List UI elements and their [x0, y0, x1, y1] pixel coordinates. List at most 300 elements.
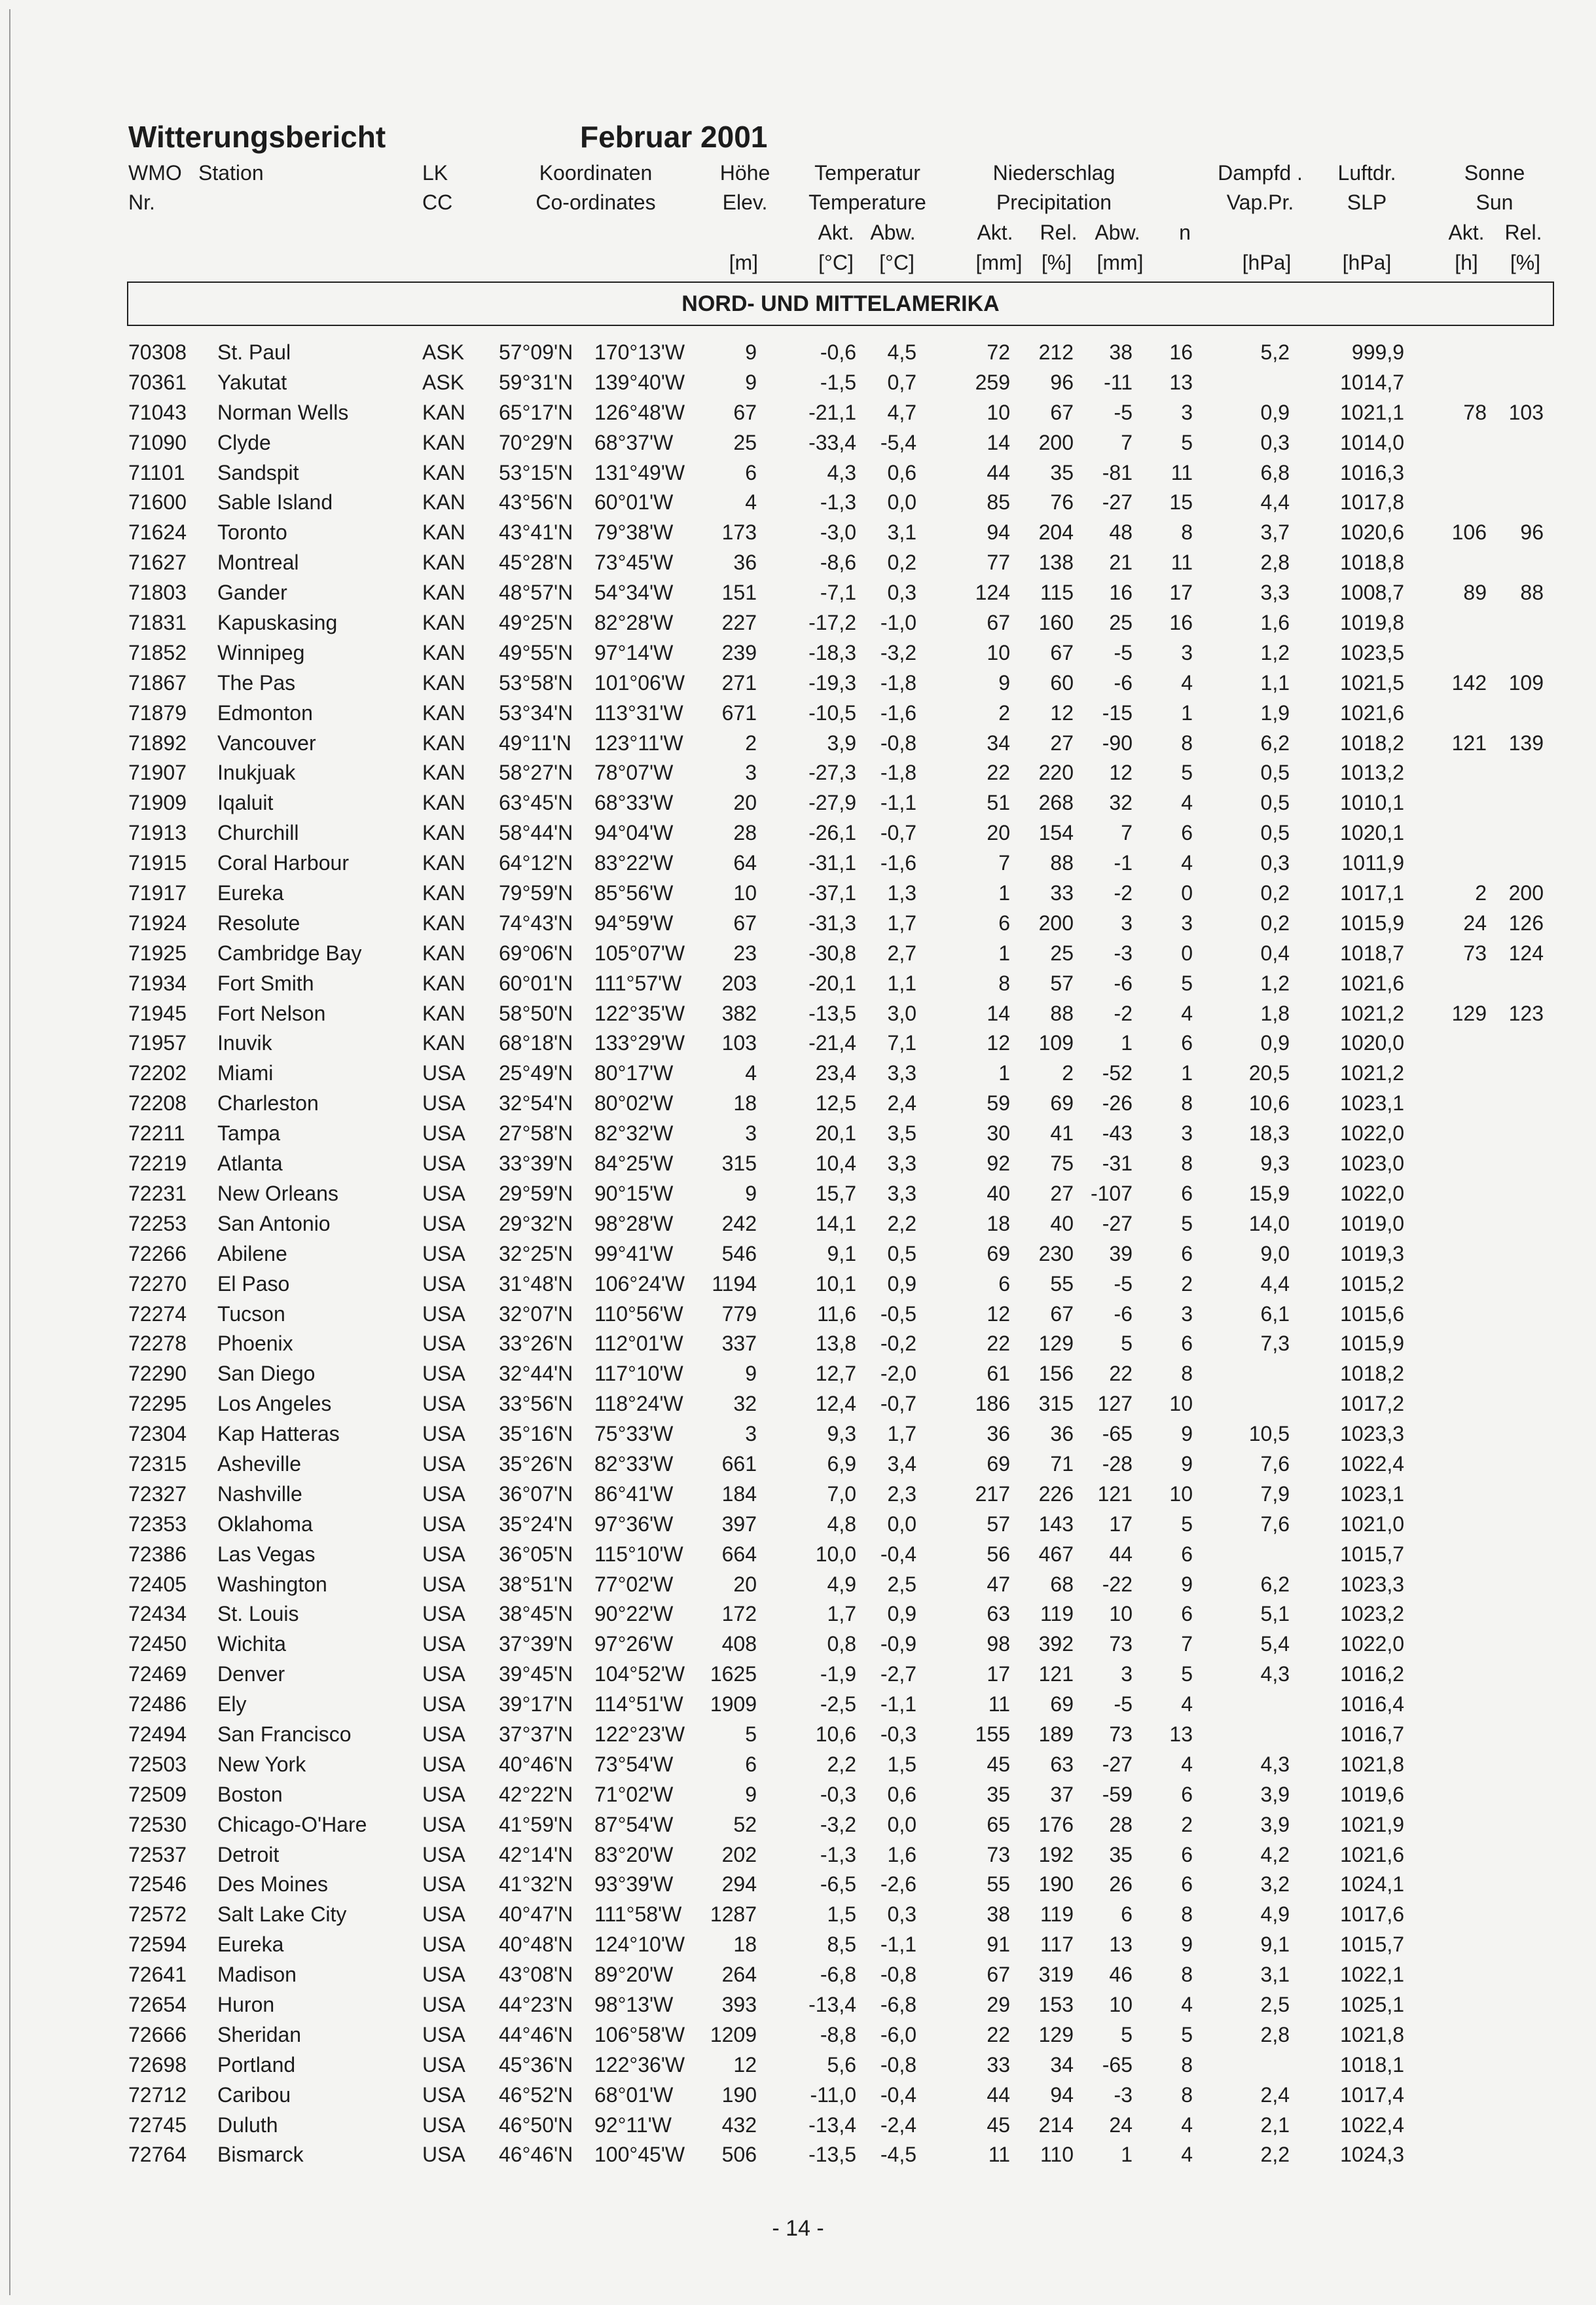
precip-akt: 7 — [998, 851, 1010, 875]
temp-abw: -4,5 — [880, 2143, 916, 2167]
country-code: KAN — [422, 731, 465, 755]
header-sonne-rel: Rel. — [1504, 221, 1542, 244]
slp: 1016,3 — [1340, 460, 1404, 484]
precip-days: 5 — [1181, 761, 1193, 785]
precip-abw: 25 — [1109, 611, 1133, 635]
longitude: 85°56'W — [594, 881, 674, 905]
precip-akt: 2 — [998, 700, 1010, 725]
header-nied-unit-abw: [mm] — [1097, 251, 1144, 274]
temp-abw: -0,7 — [880, 821, 916, 845]
country-code: USA — [422, 1152, 465, 1176]
precip-akt: 44 — [987, 460, 1010, 484]
temp-akt: -13,4 — [808, 2113, 856, 2137]
longitude: 104°52'W — [594, 1662, 685, 1686]
temp-akt: 14,1 — [815, 1211, 856, 1235]
precip-rel: 34 — [1050, 2052, 1074, 2077]
precip-days: 1 — [1181, 700, 1193, 725]
precip-abw: 39 — [1109, 1241, 1133, 1265]
temp-akt: -3,0 — [820, 520, 856, 545]
latitude: 45°28'N — [499, 551, 573, 575]
precip-akt: 11 — [988, 2143, 1010, 2167]
precip-akt: 73 — [987, 1842, 1010, 1866]
temp-abw: 2,4 — [887, 1091, 916, 1116]
precip-days: 4 — [1181, 1692, 1193, 1716]
vapour-pressure: 7,6 — [1260, 1512, 1290, 1536]
vapour-pressure: 0,2 — [1260, 881, 1290, 905]
precip-rel: 160 — [1038, 611, 1074, 635]
latitude: 59°31'N — [499, 370, 573, 394]
precip-rel: 110 — [1040, 2143, 1074, 2167]
longitude: 99°41'W — [594, 1241, 674, 1265]
precip-days: 8 — [1181, 731, 1193, 755]
temp-abw: -6,8 — [880, 1992, 916, 2016]
precip-days: 3 — [1181, 400, 1193, 424]
temp-abw: -0,9 — [880, 1632, 916, 1656]
wmo-nr: 72278 — [128, 1332, 187, 1356]
table-row — [0, 1419, 1596, 1449]
wmo-nr: 72712 — [128, 2082, 187, 2107]
vapour-pressure: 3,1 — [1260, 1963, 1290, 1987]
longitude: 94°04'W — [594, 821, 674, 845]
table-row — [0, 1599, 1596, 1629]
country-code: USA — [422, 2143, 465, 2167]
country-code: KAN — [422, 851, 465, 875]
vapour-pressure: 1,2 — [1260, 971, 1290, 995]
precip-days: 8 — [1181, 1152, 1193, 1176]
precip-rel: 94 — [1050, 2082, 1074, 2107]
elevation: 9 — [745, 1782, 757, 1806]
precip-akt: 61 — [987, 1362, 1010, 1386]
elevation: 671 — [721, 700, 757, 725]
temp-abw: -1,0 — [880, 611, 916, 635]
temp-akt: 15,7 — [815, 1181, 856, 1205]
vapour-pressure: 9,0 — [1260, 1241, 1290, 1265]
vapour-pressure: 0,5 — [1260, 761, 1290, 785]
vapour-pressure: 6,8 — [1260, 460, 1290, 484]
country-code: USA — [422, 1091, 465, 1116]
latitude: 32°25'N — [499, 1241, 573, 1265]
table-row — [0, 1629, 1596, 1660]
precip-abw: 35 — [1109, 1842, 1133, 1866]
latitude: 35°26'N — [499, 1451, 573, 1476]
table-row — [0, 939, 1596, 969]
elevation: 20 — [733, 791, 757, 815]
precip-abw: -3 — [1114, 2082, 1133, 2107]
wmo-nr: 71913 — [128, 821, 187, 845]
temp-abw: -0,3 — [880, 1722, 916, 1746]
precip-akt: 12 — [987, 1031, 1010, 1055]
country-code: USA — [422, 1362, 465, 1386]
station-name: Inukjuak — [217, 761, 296, 785]
table-row — [0, 2020, 1596, 2050]
precip-days: 8 — [1181, 1963, 1193, 1987]
longitude: 82°28'W — [594, 611, 674, 635]
slp: 1022,0 — [1340, 1181, 1404, 1205]
precip-rel: 36 — [1050, 1422, 1074, 1446]
wmo-nr: 71909 — [128, 791, 187, 815]
temp-akt: -37,1 — [808, 881, 856, 905]
elevation: 9 — [745, 1181, 757, 1205]
temp-abw: -0,8 — [880, 2052, 916, 2077]
precip-akt: 30 — [987, 1121, 1010, 1146]
header-nied-akt: Akt. — [977, 221, 1013, 244]
precip-abw: 10 — [1109, 1992, 1133, 2016]
table-row — [0, 398, 1596, 428]
station-name: Asheville — [217, 1451, 302, 1476]
precip-akt: 40 — [987, 1181, 1010, 1205]
table-row — [0, 729, 1596, 759]
precip-days: 10 — [1169, 1392, 1193, 1416]
precip-abw: 1 — [1121, 1031, 1133, 1055]
temp-abw: -5,4 — [880, 430, 916, 454]
precip-abw: 73 — [1109, 1722, 1133, 1746]
table-row — [0, 1299, 1596, 1330]
precip-abw: 12 — [1109, 761, 1133, 785]
country-code: USA — [422, 1211, 465, 1235]
country-code: USA — [422, 1422, 465, 1446]
precip-rel: 109 — [1038, 1031, 1074, 1055]
slp: 1025,1 — [1340, 1992, 1404, 2016]
latitude: 42°14'N — [499, 1842, 573, 1866]
elevation: 294 — [721, 1872, 757, 1897]
temp-akt: 9,3 — [827, 1422, 856, 1446]
slp: 1018,1 — [1340, 2052, 1404, 2077]
slp: 1022,4 — [1340, 2113, 1404, 2137]
slp: 1021,6 — [1340, 700, 1404, 725]
latitude: 38°45'N — [499, 1602, 573, 1626]
latitude: 42°22'N — [499, 1782, 573, 1806]
elevation: 1909 — [710, 1692, 757, 1716]
slp: 1021,6 — [1340, 1842, 1404, 1866]
wmo-nr: 72594 — [128, 1933, 187, 1957]
country-code: USA — [422, 1602, 465, 1626]
temp-abw: 0,3 — [887, 581, 916, 605]
table-row — [0, 1119, 1596, 1149]
station-name: St. Louis — [217, 1602, 299, 1626]
header-hoehe-unit: [m] — [729, 251, 758, 274]
temp-abw: 0,7 — [887, 370, 916, 394]
precip-akt: 155 — [975, 1722, 1010, 1746]
wmo-nr: 72304 — [128, 1422, 187, 1446]
temp-abw: 3,4 — [887, 1451, 916, 1476]
vapour-pressure: 20,5 — [1248, 1061, 1290, 1085]
table-row — [0, 788, 1596, 818]
precip-rel: 37 — [1050, 1782, 1074, 1806]
precip-days: 4 — [1181, 1001, 1193, 1025]
precip-days: 5 — [1181, 1512, 1193, 1536]
country-code: KAN — [422, 611, 465, 635]
wmo-nr: 71907 — [128, 761, 187, 785]
precip-rel: 319 — [1038, 1963, 1074, 1987]
latitude: 44°46'N — [499, 2022, 573, 2046]
latitude: 58°50'N — [499, 1001, 573, 1025]
table-row — [0, 848, 1596, 879]
precip-days: 2 — [1181, 1271, 1193, 1296]
station-name: Ely — [217, 1692, 247, 1716]
precip-rel: 143 — [1038, 1512, 1074, 1536]
precip-akt: 8 — [998, 971, 1010, 995]
elevation: 18 — [733, 1933, 757, 1957]
country-code: USA — [422, 1963, 465, 1987]
temp-abw: -1,1 — [880, 791, 916, 815]
latitude: 40°48'N — [499, 1933, 573, 1957]
elevation: 203 — [721, 971, 757, 995]
elevation: 2 — [745, 731, 757, 755]
temp-abw: 3,5 — [887, 1121, 916, 1146]
station-name: Charleston — [217, 1091, 319, 1116]
temp-abw: 1,1 — [887, 971, 916, 995]
country-code: USA — [422, 1782, 465, 1806]
latitude: 37°39'N — [499, 1632, 573, 1656]
station-name: Tucson — [217, 1301, 285, 1326]
latitude: 38°51'N — [499, 1572, 573, 1596]
precip-days: 3 — [1181, 1121, 1193, 1146]
precip-akt: 98 — [987, 1632, 1010, 1656]
station-name: San Diego — [217, 1362, 316, 1386]
header-sun: Sun — [1476, 191, 1514, 214]
precip-akt: 1 — [998, 881, 1010, 905]
precip-akt: 22 — [987, 2022, 1010, 2046]
longitude: 133°29'W — [594, 1031, 685, 1055]
precip-days: 9 — [1181, 1572, 1193, 1596]
longitude: 117°10'W — [594, 1362, 683, 1386]
section-heading: NORD- UND MITTELAMERIKA — [127, 281, 1554, 326]
elevation: 184 — [721, 1481, 757, 1506]
precip-abw: 10 — [1109, 1602, 1133, 1626]
precip-days: 0 — [1181, 881, 1193, 905]
station-name: Eureka — [217, 881, 284, 905]
slp: 1019,3 — [1340, 1241, 1404, 1265]
precip-akt: 94 — [987, 520, 1010, 545]
precip-rel: 176 — [1038, 1812, 1074, 1836]
temp-abw: 4,7 — [887, 400, 916, 424]
station-name: Toronto — [217, 520, 287, 545]
slp: 1019,6 — [1340, 1782, 1404, 1806]
precip-abw: -28 — [1102, 1451, 1133, 1476]
country-code: KAN — [422, 520, 465, 545]
precip-rel: 220 — [1038, 761, 1074, 785]
slp: 999,9 — [1351, 340, 1404, 364]
longitude: 80°02'W — [594, 1091, 674, 1116]
country-code: KAN — [422, 400, 465, 424]
country-code: USA — [422, 1271, 465, 1296]
precip-akt: 51 — [987, 791, 1010, 815]
wmo-nr: 72494 — [128, 1722, 187, 1746]
temp-akt: -21,1 — [808, 400, 856, 424]
country-code: KAN — [422, 430, 465, 454]
wmo-nr: 72572 — [128, 1902, 187, 1927]
precip-days: 8 — [1181, 2052, 1193, 2077]
temp-abw: 1,7 — [887, 911, 916, 935]
header-dampf-unit: [hPa] — [1242, 251, 1292, 274]
wmo-nr: 71924 — [128, 911, 187, 935]
latitude: 39°45'N — [499, 1662, 573, 1686]
station-name: San Francisco — [217, 1722, 352, 1746]
slp: 1023,2 — [1340, 1602, 1404, 1626]
table-row — [0, 638, 1596, 668]
header-temperatur: Temperatur — [814, 161, 920, 185]
wmo-nr: 71624 — [128, 520, 187, 545]
precip-abw: -5 — [1114, 1271, 1133, 1296]
country-code: KAN — [422, 551, 465, 575]
station-name: Kapuskasing — [217, 611, 338, 635]
sun-akt: 142 — [1451, 670, 1487, 695]
station-name: Boston — [217, 1782, 283, 1806]
longitude: 73°45'W — [594, 551, 674, 575]
station-name: Washington — [217, 1572, 327, 1596]
latitude: 65°17'N — [499, 400, 573, 424]
precip-akt: 18 — [987, 1211, 1010, 1235]
precip-abw: -81 — [1102, 460, 1133, 484]
latitude: 46°50'N — [499, 2113, 573, 2137]
slp: 1024,3 — [1340, 2143, 1404, 2167]
sun-akt: 121 — [1451, 731, 1487, 755]
precip-abw: -5 — [1114, 640, 1133, 664]
precip-rel: 40 — [1050, 1211, 1074, 1235]
longitude: 80°17'W — [594, 1061, 674, 1085]
precip-akt: 34 — [987, 731, 1010, 755]
table-row — [0, 1028, 1596, 1059]
precip-days: 8 — [1181, 520, 1193, 545]
latitude: 53°15'N — [499, 460, 573, 484]
longitude: 111°57'W — [594, 971, 682, 995]
longitude: 106°58'W — [594, 2022, 685, 2046]
temp-abw: -6,0 — [880, 2022, 916, 2046]
precip-abw: -6 — [1114, 971, 1133, 995]
precip-days: 5 — [1181, 1211, 1193, 1235]
precip-rel: 67 — [1050, 640, 1074, 664]
header-sonne: Sonne — [1464, 161, 1525, 185]
precip-rel: 88 — [1050, 851, 1074, 875]
header-temp-unit-abw: [°C] — [879, 251, 915, 274]
latitude: 36°05'N — [499, 1542, 573, 1566]
station-name: Sandspit — [217, 460, 299, 484]
slp: 1023,0 — [1340, 1152, 1404, 1176]
precip-akt: 217 — [975, 1481, 1010, 1506]
elevation: 6 — [745, 460, 757, 484]
temp-abw: -0,7 — [880, 1392, 916, 1416]
elevation: 5 — [745, 1722, 757, 1746]
vapour-pressure: 6,2 — [1260, 731, 1290, 755]
country-code: KAN — [422, 490, 465, 515]
longitude: 87°54'W — [594, 1812, 674, 1836]
station-table — [0, 338, 1596, 2170]
country-code: USA — [422, 1392, 465, 1416]
temp-akt: 1,5 — [827, 1902, 856, 1927]
wmo-nr: 71600 — [128, 490, 187, 515]
temp-akt: -8,6 — [820, 551, 856, 575]
precip-abw: -11 — [1104, 370, 1133, 394]
table-row — [0, 1810, 1596, 1840]
elevation: 10 — [733, 881, 757, 905]
precip-rel: 138 — [1038, 551, 1074, 575]
longitude: 77°02'W — [594, 1572, 674, 1596]
wmo-nr: 72353 — [128, 1512, 187, 1536]
temp-akt: 10,4 — [815, 1152, 856, 1176]
country-code: KAN — [422, 581, 465, 605]
longitude: 131°49'W — [594, 460, 685, 484]
wmo-nr: 72270 — [128, 1271, 187, 1296]
header-temp-akt: Akt. — [818, 221, 854, 244]
precip-akt: 56 — [987, 1542, 1010, 1566]
header-nied-rel: Rel. — [1040, 221, 1078, 244]
temp-abw: -2,7 — [880, 1662, 916, 1686]
temp-akt: -11,0 — [810, 2082, 856, 2107]
station-name: Denver — [217, 1662, 285, 1686]
slp: 1021,5 — [1340, 670, 1404, 695]
temp-akt: -13,4 — [808, 1992, 856, 2016]
precip-days: 2 — [1181, 1812, 1193, 1836]
elevation: 173 — [721, 520, 757, 545]
vapour-pressure: 1,1 — [1260, 670, 1290, 695]
table-row — [0, 1720, 1596, 1750]
precip-abw: 38 — [1109, 340, 1133, 364]
precip-days: 6 — [1181, 1031, 1193, 1055]
temp-akt: -31,3 — [808, 911, 856, 935]
precip-abw: 5 — [1121, 1332, 1133, 1356]
temp-akt: 13,8 — [815, 1332, 856, 1356]
precip-days: 8 — [1181, 1362, 1193, 1386]
longitude: 97°26'W — [594, 1632, 674, 1656]
precip-akt: 63 — [987, 1602, 1010, 1626]
station-name: Detroit — [217, 1842, 280, 1866]
longitude: 106°24'W — [594, 1271, 685, 1296]
precip-rel: 121 — [1038, 1662, 1074, 1686]
elevation: 12 — [733, 2052, 757, 2077]
temp-akt: -1,9 — [820, 1662, 856, 1686]
vapour-pressure: 0,4 — [1260, 941, 1290, 965]
temp-abw: 7,1 — [887, 1031, 916, 1055]
precip-rel: 156 — [1038, 1362, 1074, 1386]
temp-abw: 0,0 — [887, 490, 916, 515]
precip-akt: 6 — [998, 1271, 1010, 1296]
latitude: 31°48'N — [499, 1271, 573, 1296]
longitude: 75°33'W — [594, 1422, 674, 1446]
vapour-pressure: 1,8 — [1260, 1001, 1290, 1025]
temp-akt: 23,4 — [815, 1061, 856, 1085]
temp-abw: -0,5 — [880, 1301, 916, 1326]
precip-rel: 129 — [1038, 2022, 1074, 2046]
slp: 1017,6 — [1340, 1902, 1404, 1927]
wmo-nr: 71867 — [128, 670, 187, 695]
temp-abw: -1,1 — [880, 1933, 916, 1957]
precip-rel: 67 — [1050, 400, 1074, 424]
precip-abw: 28 — [1109, 1812, 1133, 1836]
slp: 1011,9 — [1341, 851, 1404, 875]
vapour-pressure: 4,3 — [1260, 1752, 1290, 1776]
precip-abw: -65 — [1102, 1422, 1133, 1446]
temp-abw: 0,9 — [887, 1602, 916, 1626]
wmo-nr: 71803 — [128, 581, 187, 605]
vapour-pressure: 6,2 — [1260, 1572, 1290, 1596]
elevation: 3 — [745, 761, 757, 785]
temp-akt: -18,3 — [808, 640, 856, 664]
precip-akt: 10 — [987, 640, 1010, 664]
longitude: 94°59'W — [594, 911, 674, 935]
longitude: 68°01'W — [594, 2082, 674, 2107]
station-name: Resolute — [217, 911, 300, 935]
temp-abw: 1,7 — [887, 1422, 916, 1446]
wmo-nr: 71945 — [128, 1001, 187, 1025]
wmo-nr: 72274 — [128, 1301, 187, 1326]
temp-akt: -0,3 — [820, 1782, 856, 1806]
slp: 1008,7 — [1340, 581, 1404, 605]
latitude: 29°59'N — [499, 1181, 573, 1205]
wmo-nr: 71957 — [128, 1031, 187, 1055]
precip-akt: 38 — [987, 1902, 1010, 1927]
elevation: 315 — [721, 1152, 757, 1176]
precip-rel: 69 — [1050, 1692, 1074, 1716]
